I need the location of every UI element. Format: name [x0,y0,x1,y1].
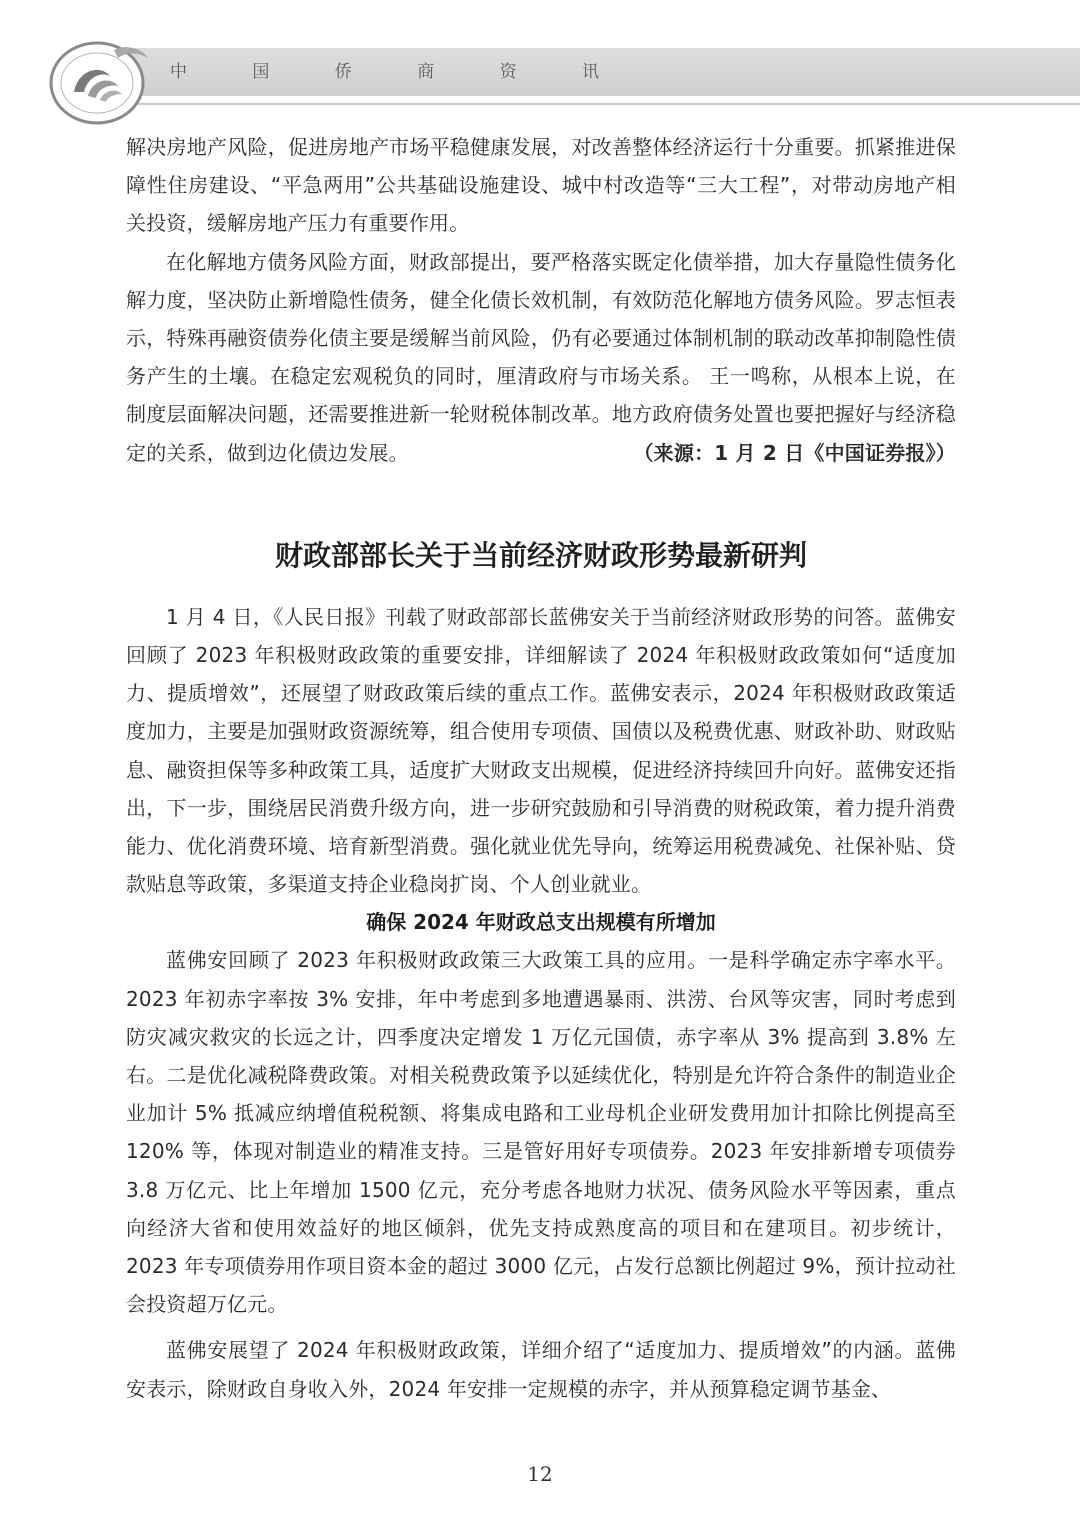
article1-paragraph-2-text: 在化解地方债务风险方面，财政部提出，要严格落实既定化债举措，加大存量隐性债务化解力度，坚决防止新增隐性债务，健全化债长效机制，有效防范化解地方债务风险。罗志恒表示，特殊再融资债券化债主要是缓解当前风险，仍有必要通过体制机制的联动改革抑制隐性债务产生的土壤。在稳定宏观税负的同时，厘清政府与市场关系。 王一鸣称，从根本上说，在制度层面解决问题，还需要推进新一轮财税体制改革。地方政府债务处置也要把握好与经济稳定的关系，做到边化债边发展。 [126,249,956,465]
paragraph-gap [126,1323,956,1331]
article2-headline: 财政部部长关于当前经济财政形势最新研判 [274,538,807,572]
article2-paragraph-3: 蓝佛安展望了 2024 年积极财政政策，详细介绍了“适度加力、提质增效”的内涵。蓝佛安表示，除财政自身收入外，2024 年安排一定规模的赤字，并从预算稳定调节基金、 [126,1338,956,1401]
article1-paragraph-1: 解决房地产风险，促进房地产市场平稳健康发展，对改善整体经济运行十分重要。抓紧推进保障性住房建设、“平急两用”公共基础设施建设、城中村改造等“三大工程”，对带动房地产相关投资，缓解房地产压力有重要作用。 [126,135,956,236]
article2-paragraph-2: 蓝佛安回顾了 2023 年积极财政政策三大政策工具的应用。一是科学确定赤字率水平。2023 年初赤字率按 3% 安排，年中考虑到多地遭遇暴雨、洪涝、台风等灾害，同时考虑到防灾减灾救灾的长远之计，四季度决定增发 1 万亿元国债，赤字率从 3% 提高到 3.8% 左右。二是优化减税降费政策。对相关税费政策予以延续优化，特别是允许符合条件的制造业企业加计 5% 抵减应纳增值税税额、将集成电路和工业母机企业研发费用加计扣除比例提高至 120% 等，体现对制造业的精准支持。三是管好用好专项债券。2023 年安排新增专项债券 3.8 万亿元、比上年增加 1500 亿元，充分考虑各地财力状况、债务风险水平等因素，重点向经济大省和使用效益好的地区倾斜，优先支持成熟度高的项目和在建项目。初步统计，2023 年专项债券用作项目资本金的超过 3000 亿元，占发行总额比例超过 9%，预计拉动社会投资超万亿元。 [126,948,956,1317]
page-number: 12 [527,1462,553,1486]
page-content [126,128,956,1408]
article1-paragraph-2 [126,243,956,472]
federation-logo-icon [44,40,154,126]
article2-paragraph-1: 1 月 4 日，《人民日报》刊载了财政部部长蓝佛安关于当前经济财政形势的问答。蓝佛安回顾了 2023 年积极财政政策的重要安排，详细解读了 2024 年积极财政政策如何“适度加力、提质增效”，还展望了财政政策后续的重点工作。蓝佛安表示，2024 年积极财政政策适度加力，主要是加强财政资源统筹，组合使用专项债、国债以及税费优惠、财政补助、财政贴息、融资担保等多种政策工具，适度扩大财政支出规模，促进经济持续回升向好。蓝佛安还指出，下一步，围绕居民消费升级方向，进一步研究鼓励和引导消费的财税政策，着力提升消费能力、优化消费环境、培育新型消费。强化就业优先导向，统筹运用税费减免、社保补贴、贷款贴息等政策，多渠道支持企业稳岗扩岗、个人创业就业。 [126,604,956,897]
header-title: 中 国 侨 商 资 讯 [170,62,630,82]
article1-source: （来源：1 月 2 日《中国证券报》） [633,440,956,465]
article2-subheading: 确保 2024 年财政总支出规模有所增加 [366,910,716,935]
header-divider [112,103,1080,105]
